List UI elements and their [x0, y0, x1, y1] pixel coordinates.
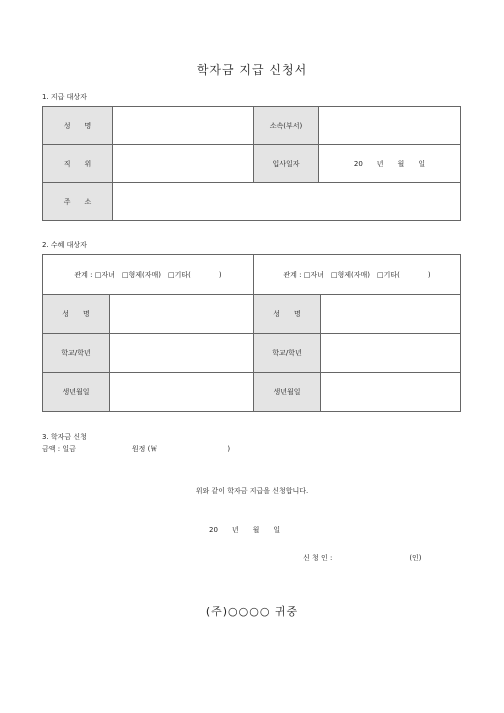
school-field-right[interactable]: [321, 334, 461, 373]
beneficiary-name-field-right[interactable]: [321, 295, 461, 334]
school-field-left[interactable]: [110, 334, 254, 373]
position-label: 직 위: [43, 145, 113, 183]
dept-label: 소속(부서): [254, 107, 319, 145]
hire-date-label: 입사일자: [254, 145, 319, 183]
section2-heading: 2. 수혜 대상자: [42, 241, 87, 249]
school-label-left: 학교/학년: [43, 334, 110, 373]
beneficiary-name-field-left[interactable]: [110, 295, 254, 334]
request-date: 20 년 월 일: [209, 526, 281, 534]
relation-right[interactable]: 관계 : □자녀 □형제(자매) □기타( ): [254, 255, 461, 295]
page-title: 학자금 지급 신청서: [196, 63, 308, 77]
birth-field-left[interactable]: [110, 373, 254, 412]
request-statement: 위와 같이 학자금 지급을 신청합니다.: [195, 487, 309, 495]
dept-field[interactable]: [319, 107, 461, 145]
birth-field-right[interactable]: [321, 373, 461, 412]
section3-heading: 3. 학자금 신청: [42, 433, 87, 441]
beneficiary-table: [42, 254, 461, 412]
address-field[interactable]: [113, 183, 461, 221]
relation-left[interactable]: 관계 : □자녀 □형제(자매) □기타( ): [43, 255, 254, 295]
applicant-table: [42, 106, 461, 221]
birth-label-left: 생년월일: [43, 373, 110, 412]
amount-line: 금액 : 일금 원정 (￦ ): [42, 445, 231, 453]
hire-date-field[interactable]: 20 년 월 일: [319, 145, 461, 183]
address-label: 주 소: [43, 183, 113, 221]
beneficiary-name-label-right: 성 명: [254, 295, 321, 334]
name-label: 성 명: [43, 107, 113, 145]
beneficiary-name-label-left: 성 명: [43, 295, 110, 334]
school-label-right: 학교/학년: [254, 334, 321, 373]
birth-label-right: 생년월일: [254, 373, 321, 412]
company-footer: (주)○○○○ 귀중: [205, 605, 299, 618]
section1-heading: 1. 지급 대상자: [42, 93, 87, 101]
applicant-signature: 신 청 인 : (인): [303, 554, 422, 562]
name-field[interactable]: [113, 107, 254, 145]
position-field[interactable]: [113, 145, 254, 183]
